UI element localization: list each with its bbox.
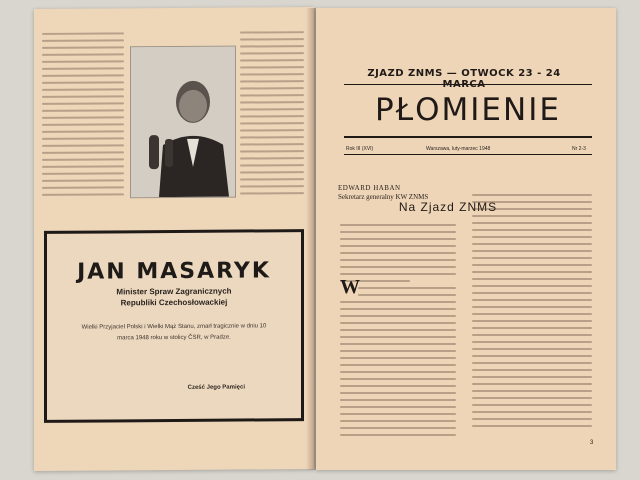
obituary-box xyxy=(44,229,304,423)
issue-date: Warszawa, luty-marzec 1948 xyxy=(426,146,491,152)
meta-rule xyxy=(344,154,592,155)
article-column-left xyxy=(340,224,456,450)
event-header: ZJAZD ZNMS — OTWOCK 23 - 24 xyxy=(367,68,561,79)
right-page xyxy=(316,8,616,470)
obituary-closing: Cześć Jego Pamięci xyxy=(187,384,245,391)
masthead-bottom-rule xyxy=(344,136,592,138)
left-page xyxy=(34,7,314,471)
obituary-name: JAN MASARYK xyxy=(77,258,271,285)
left-text-column-left xyxy=(42,32,124,223)
byline-author: EDWARD HABAN xyxy=(338,184,401,192)
article-column-right xyxy=(472,194,592,450)
masthead-title: PŁOMIENIE xyxy=(375,92,561,128)
dropcap-letter: W xyxy=(340,276,360,298)
portrait-figure-icon xyxy=(131,47,235,198)
obituary-role: Minister Spraw Zagranicznych Republiki Czechosłowackiej xyxy=(116,286,232,308)
page-number: 3 xyxy=(590,440,594,446)
masthead-top-rule xyxy=(344,84,592,85)
left-text-column-right xyxy=(240,31,304,221)
article-title: Na Zjazd ZNMS xyxy=(398,200,498,214)
issue-number: Nr 2-3 xyxy=(572,146,586,152)
byline-role: Sekretarz generalny KW ZNMS xyxy=(338,193,429,201)
portrait-photo xyxy=(130,46,236,199)
issue-label: Rok III (XVI) xyxy=(346,146,374,152)
obituary-text: Wielki Przyjaciel Polski i Wielki Mąż Stanu, zmarł tragicznie w dniu 10 marca 1948 roku w stolicy ČSR, w Pradze. xyxy=(81,323,267,342)
